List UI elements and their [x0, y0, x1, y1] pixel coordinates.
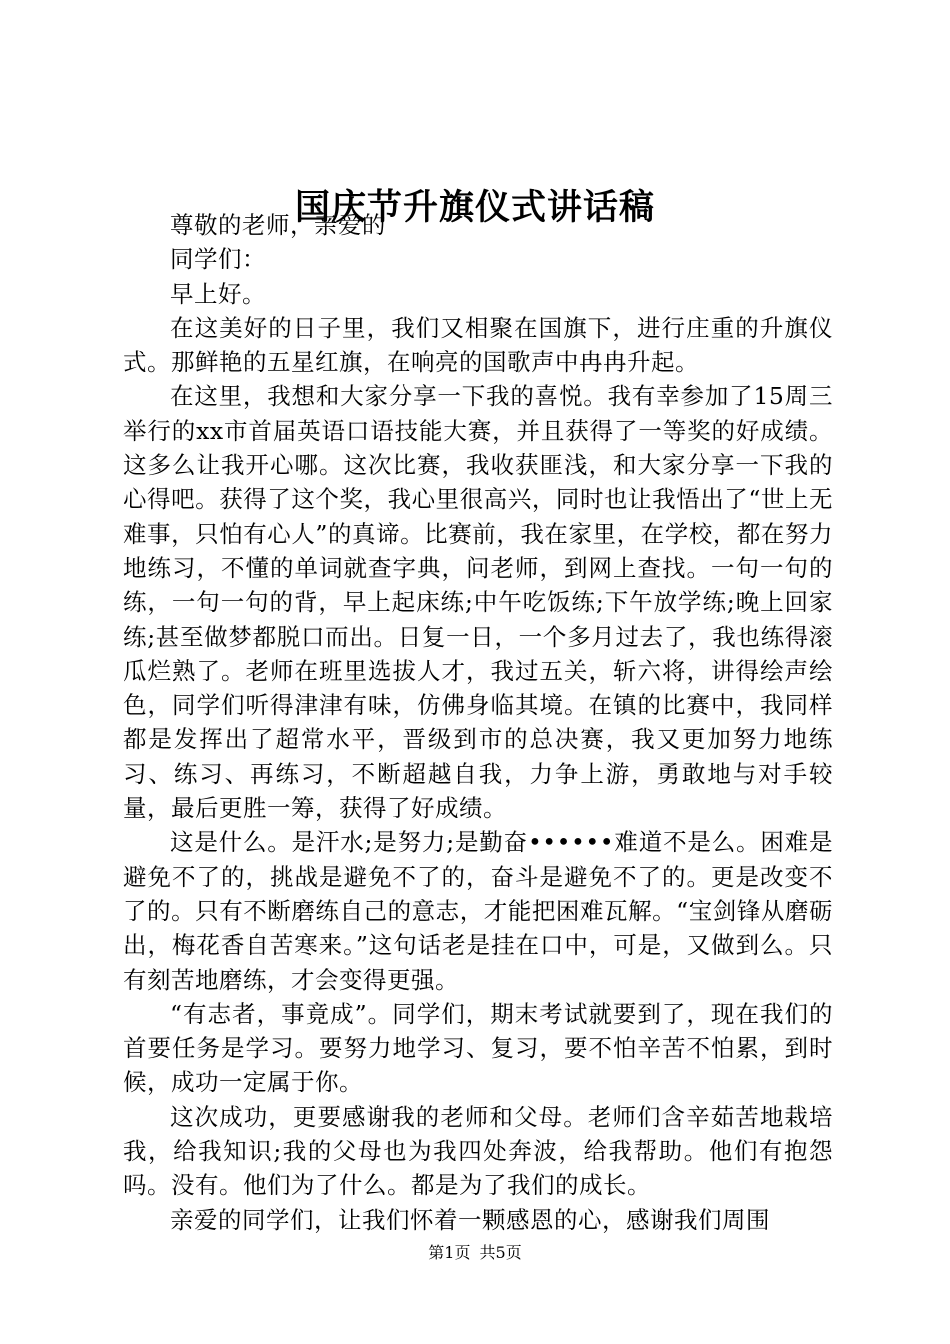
page-footer	[0, 1242, 950, 1264]
paragraph: 这是什么。是汗水;是努力;是勤奋••••••难道不是么。困难是避免不了的，挑战是避免不了的，奋斗是避免不了的。更是改变不了的。只有不断磨练自己的意志，才能把困难瓦解。“宝剑锋从磨砺出，梅花香自苦寒来。”这句话老是挂在口中，可是，又做到么。只有刻苦地磨练，才会变得更强。	[123, 828, 833, 994]
paragraph-greeting: 早上好。	[170, 279, 266, 308]
paragraph: 在这里，我想和大家分享一下我的喜悦。我有幸参加了15周三举行的xx市首届英语口语技能大赛，并且获得了一等奖的好成绩。这多么让我开心哪。这次比赛，我收获匪浅，和大家分享一下我的心得吧。获得了这个奖，我心里很高兴，同时也让我悟出了“世上无难事，只怕有心人”的真谛。比赛前，我在家里，在学校，都在努力地练习，不懂的单词就查字典，问老师，到网上查找。一句一句的练，一句一句的背，早上起床练;中午吃饭练;下午放学练;晚上回家练;甚至做梦都脱口而出。日复一日，一个多月过去了，我也练得滚瓜烂熟了。老师在班里选拔人才，我过五关，斩六将，讲得绘声绘色，同学们听得津津有味，仿佛身临其境。在镇的比赛中，我同样都是发挥出了超常水平，晋级到市的总决赛，我又更加努力地练习、练习、再练习，不断超越自我，力争上游，勇敢地与对手较量，最后更胜一筹，获得了好成绩。	[123, 382, 833, 823]
paragraph: 在这美好的日子里，我们又相聚在国旗下，进行庄重的升旗仪式。那鲜艳的五星红旗，在响亮的国歌声中冉冉升起。	[123, 313, 833, 377]
paragraph-salutation-cont: 同学们：	[170, 245, 266, 274]
paragraph: “有志者，事竟成”。同学们，期末考试就要到了，现在我们的首要任务是学习。要努力地学习、复习，要不怕辛苦不怕累，到时候，成功一定属于你。	[123, 999, 833, 1097]
paragraph: 这次成功，更要感谢我的老师和父母。老师们含辛茹苦地栽培我，给我知识;我的父母也为我四处奔波，给我帮助。他们有抱怨吗。没有。他们为了什么。都是为了我们的成长。	[123, 1102, 833, 1200]
page-number: 第1页	[428, 1243, 471, 1262]
paragraph: 亲爱的同学们，让我们怀着一颗感恩的心，感谢我们周围	[170, 1205, 770, 1234]
document-title: 国庆节升旗仪式讲话稿	[294, 187, 655, 228]
paragraph-salutation: 尊敬的老师，亲爱的	[170, 211, 386, 239]
page-total: 共5页	[479, 1243, 522, 1262]
document-body	[123, 208, 833, 1237]
